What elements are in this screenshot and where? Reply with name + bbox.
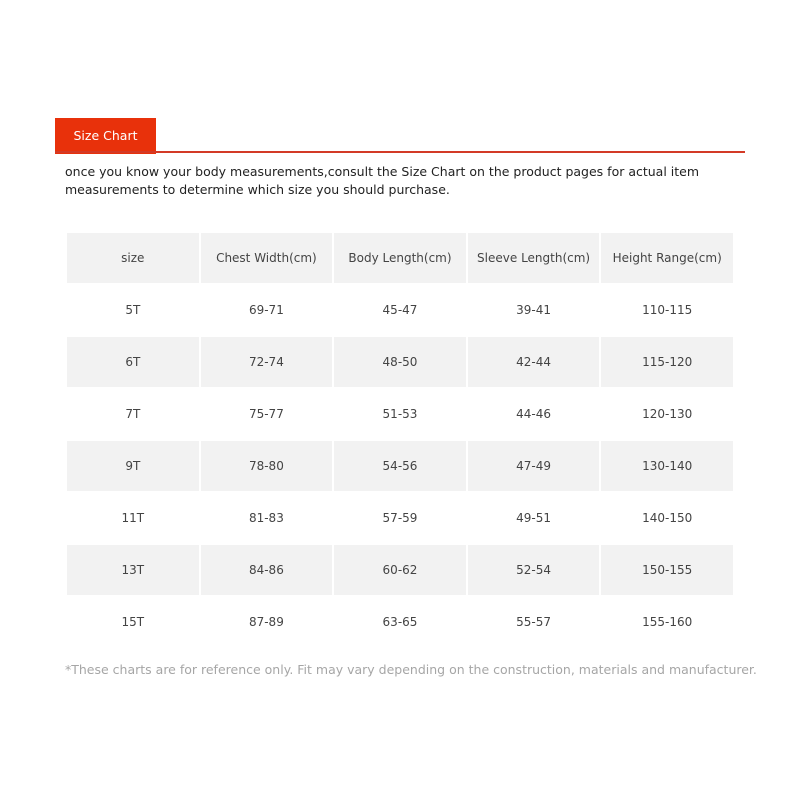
cell-size: 6T xyxy=(67,337,199,387)
table-header-row xyxy=(67,233,733,283)
cell-size: 9T xyxy=(67,441,199,491)
cell-chest-width: 84-86 xyxy=(201,545,333,595)
cell-height-range: 110-115 xyxy=(642,303,693,317)
table-row xyxy=(67,493,733,543)
table-row xyxy=(67,285,733,335)
cell-body-length: 51-53 xyxy=(382,407,418,421)
column-header-body-length: Body Length(cm) xyxy=(334,233,466,283)
cell-body-length: 63-65 xyxy=(382,615,418,629)
column-header-size: size xyxy=(67,233,199,283)
cell-chest-width: 75-77 xyxy=(248,407,284,421)
cell-height-range: 120-130 xyxy=(642,407,693,421)
cell-body-length: 57-59 xyxy=(382,511,418,525)
cell-sleeve-length: 42-44 xyxy=(468,337,600,387)
cell-body-length: 60-62 xyxy=(334,545,466,595)
table-row xyxy=(67,337,733,387)
cell-size: 15T xyxy=(121,615,145,629)
column-header-chest-width: Chest Width(cm) xyxy=(201,233,333,283)
cell-height-range: 150-155 xyxy=(601,545,733,595)
cell-size: 7T xyxy=(125,407,141,421)
cell-size: 11T xyxy=(121,511,145,525)
cell-height-range: 115-120 xyxy=(601,337,733,387)
table-row xyxy=(67,441,733,491)
cell-body-length: 48-50 xyxy=(334,337,466,387)
size-chart-tab[interactable]: Size Chart xyxy=(55,118,156,154)
cell-height-range: 155-160 xyxy=(642,615,693,629)
cell-chest-width: 69-71 xyxy=(248,303,284,317)
intro-text: once you know your body measurements,consult the Size Chart on the product pages for actual item measurements to determine which size you should purchase. xyxy=(65,164,700,197)
size-table xyxy=(65,231,735,649)
cell-chest-width: 87-89 xyxy=(248,615,284,629)
cell-sleeve-length: 52-54 xyxy=(468,545,600,595)
table-row xyxy=(67,597,733,647)
header-divider xyxy=(55,151,745,153)
cell-height-range: 130-140 xyxy=(601,441,733,491)
cell-height-range: 140-150 xyxy=(642,511,693,525)
table-row xyxy=(67,545,733,595)
cell-sleeve-length: 49-51 xyxy=(516,511,552,525)
table-row xyxy=(67,389,733,439)
cell-size: 13T xyxy=(67,545,199,595)
column-header-height-range: Height Range(cm) xyxy=(601,233,733,283)
cell-sleeve-length: 55-57 xyxy=(516,615,552,629)
cell-sleeve-length: 39-41 xyxy=(516,303,552,317)
cell-sleeve-length: 44-46 xyxy=(516,407,552,421)
size-chart-header xyxy=(55,118,745,154)
cell-chest-width: 81-83 xyxy=(248,511,284,525)
cell-chest-width: 78-80 xyxy=(201,441,333,491)
cell-chest-width: 72-74 xyxy=(201,337,333,387)
cell-body-length: 54-56 xyxy=(334,441,466,491)
cell-size: 5T xyxy=(125,303,141,317)
cell-sleeve-length: 47-49 xyxy=(468,441,600,491)
disclaimer-note: *These charts are for reference only. Fit may vary depending on the construction, materials and manufacturer. xyxy=(65,662,757,677)
cell-body-length: 45-47 xyxy=(382,303,418,317)
column-header-sleeve-length: Sleeve Length(cm) xyxy=(468,233,600,283)
